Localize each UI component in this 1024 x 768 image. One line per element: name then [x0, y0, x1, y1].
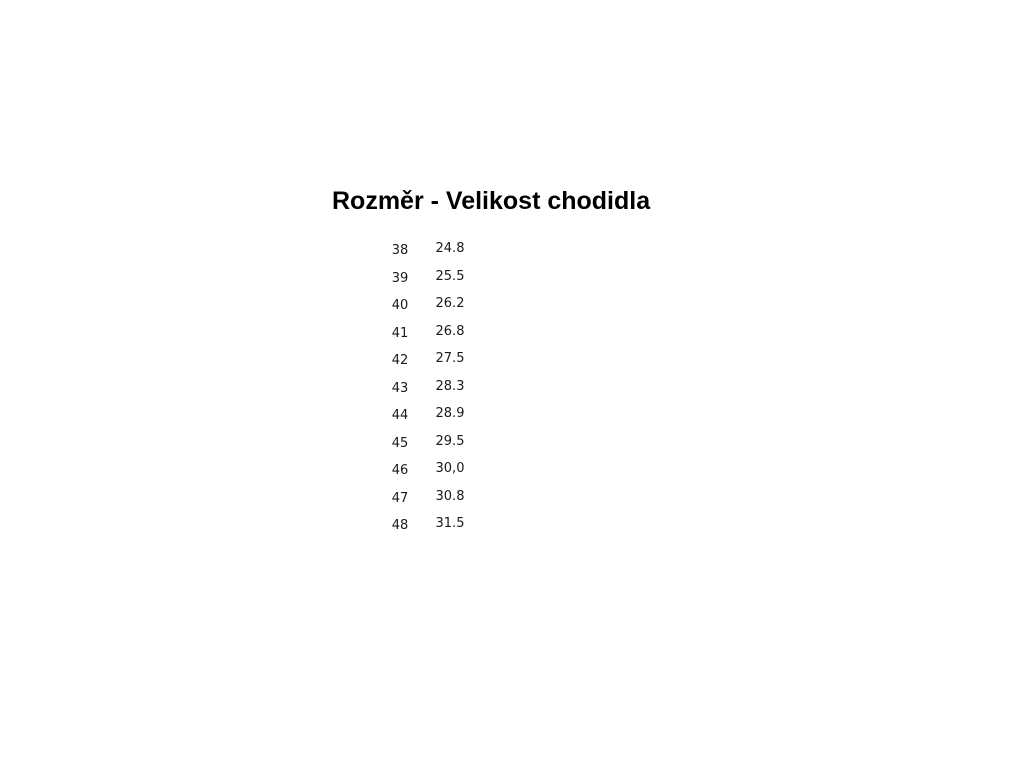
foot-length: 28.3 — [435, 378, 465, 394]
foot-length: 31.5 — [435, 516, 465, 532]
shoe-size: 48 — [391, 518, 409, 534]
table-row — [380, 456, 500, 484]
shoe-size: 44 — [391, 408, 409, 424]
shoe-size: 39 — [391, 270, 409, 286]
shoe-size: 40 — [391, 298, 409, 314]
shoe-size: 38 — [391, 243, 409, 259]
foot-length: 30,0 — [435, 461, 465, 477]
foot-length: 25.5 — [435, 268, 465, 284]
table-row — [380, 401, 500, 429]
shoe-size: 43 — [391, 380, 409, 396]
foot-length: 24.8 — [435, 241, 465, 257]
foot-length: 29.5 — [435, 433, 465, 449]
shoe-size: 47 — [391, 490, 409, 506]
foot-length: 30.8 — [435, 488, 465, 504]
table-row — [380, 429, 500, 457]
foot-length: 26.2 — [435, 296, 465, 312]
foot-length: 27.5 — [435, 351, 465, 367]
shoe-size: 46 — [391, 463, 409, 479]
foot-length: 28.9 — [435, 406, 465, 422]
shoe-size: 42 — [391, 353, 409, 369]
shoe-size: 45 — [391, 435, 409, 451]
table-row — [380, 264, 500, 292]
table-row — [380, 374, 500, 402]
shoe-size: 41 — [391, 325, 409, 341]
table-row — [380, 319, 500, 347]
table-row — [380, 236, 500, 264]
page-title: Rozměr - Velikost chodidla — [332, 187, 651, 215]
table-row — [380, 346, 500, 374]
table-row — [380, 511, 500, 539]
foot-length: 26.8 — [435, 323, 465, 339]
table-row — [380, 291, 500, 319]
size-table — [380, 236, 500, 539]
table-row — [380, 484, 500, 512]
